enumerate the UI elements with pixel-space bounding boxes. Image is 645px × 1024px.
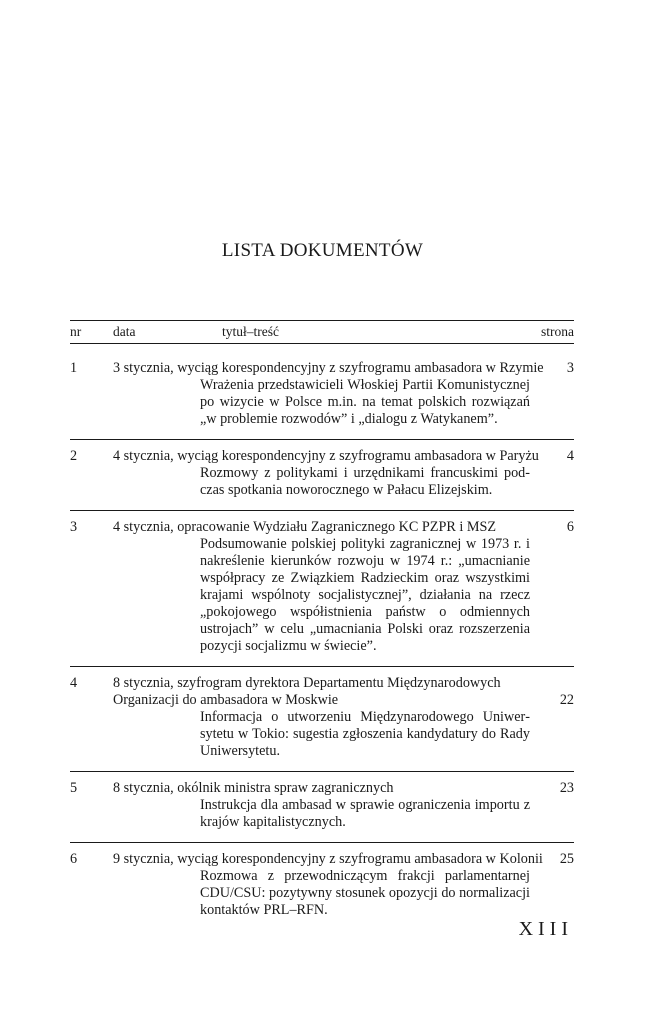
document-entry: [70, 511, 574, 667]
column-header-data: data: [113, 324, 136, 339]
entry-page: 3: [566, 360, 574, 376]
header-bottom-rule: [70, 343, 574, 344]
entry-heading-text: 3 stycznia, wyciąg korespondencyjny z szyfrogramu ambasadora w Rzymie: [113, 360, 544, 376]
header-top-rule: [70, 320, 574, 321]
entry-heading: [113, 352, 552, 377]
entry-number: 3: [70, 519, 78, 535]
entry-heading-text: 4 stycznia, opracowanie Wydziału Zagranicznego KC PZPR i MSZ: [113, 519, 497, 535]
entry-heading: [113, 440, 552, 465]
column-header-nr: nr: [70, 324, 82, 339]
entry-heading-text: 8 stycznia, okólnik ministra spraw zagranicznych: [113, 780, 394, 796]
entry-heading: [113, 843, 552, 868]
page-folio: XIII: [518, 918, 573, 940]
entry-number: 2: [70, 448, 78, 464]
entry-page: 6: [566, 519, 574, 535]
document-entry: [70, 772, 574, 843]
entry-page: 25: [559, 851, 574, 867]
entry-summary: Rozmowy z politykami i urzędnikami francuskimi podczas spotkania noworocznego w Pałacu Elizejskim.: [200, 465, 530, 498]
column-header-tytul: tytuł–treść: [222, 324, 279, 339]
document-entry: [70, 352, 574, 440]
entry-heading: [113, 667, 552, 709]
page-title: LISTA DOKUMENTÓW: [221, 240, 424, 261]
entry-heading-text: 4 stycznia, wyciąg korespondencyjny z szyfrogramu ambasadora w Paryżu: [113, 448, 539, 464]
document-entry: [70, 667, 574, 772]
document-entry: [70, 843, 574, 919]
entry-summary: Rozmowa z przewodniczącym frakcji parlamentarnej CDU/CSU: pozytywny stosunek opozycji do normalizacji kontaktów PRL–RFN.: [200, 868, 530, 918]
entry-number: 5: [70, 780, 78, 796]
column-header-strona: strona: [541, 324, 574, 339]
entry-heading: [113, 772, 552, 797]
entry-page: 23: [559, 780, 574, 796]
entry-summary: Instrukcja dla ambasad w sprawie ograniczenia importu z krajów kapitalistycznych.: [200, 797, 530, 830]
entry-page: 22: [559, 692, 574, 708]
entry-heading-text: 8 stycznia, szyfrogram dyrektora Departamentu Międzynarodowych Organizacji do ambasadora w Moskwie: [113, 675, 501, 708]
document-list: [70, 352, 574, 919]
entry-number: 4: [70, 675, 78, 691]
entry-summary: Informacja o utworzeniu Międzynarodowego Uniwersytetu w Tokio: sugestia zgłoszenia kandydatury do Rady Uniwersytetu.: [200, 709, 530, 759]
entry-page: 4: [566, 448, 574, 464]
entry-heading-text: 9 stycznia, wyciąg korespondencyjny z szyfrogramu ambasadora w Kolonii: [113, 851, 543, 867]
document-entry: [70, 440, 574, 511]
entry-number: 1: [70, 360, 78, 376]
entry-summary: Podsumowanie polskiej polityki zagranicznej w 1973 r. i nakreślenie kierunków rozwoju w 1974 r.: „umacnianie współpracy ze Związkiem Radzieckim oraz wszystkimi krajami wspólnoty socjalistycznej”, działania na rzecz „pokojowego współistnienia państw o odmiennych ustrojach” w celu „umacniania Polski oraz rozszerzenia pozycji socjalizmu w świecie”.: [200, 536, 530, 654]
entry-number: 6: [70, 851, 78, 867]
entry-summary: Wrażenia przedstawicieli Włoskiej Partii Komunistycznej po wizycie w Polsce m.in. na temat polskich rozwiązań „w problemie rozwodów” i „dialogu z Watykanem”.: [200, 377, 530, 427]
entry-heading: [113, 511, 552, 536]
